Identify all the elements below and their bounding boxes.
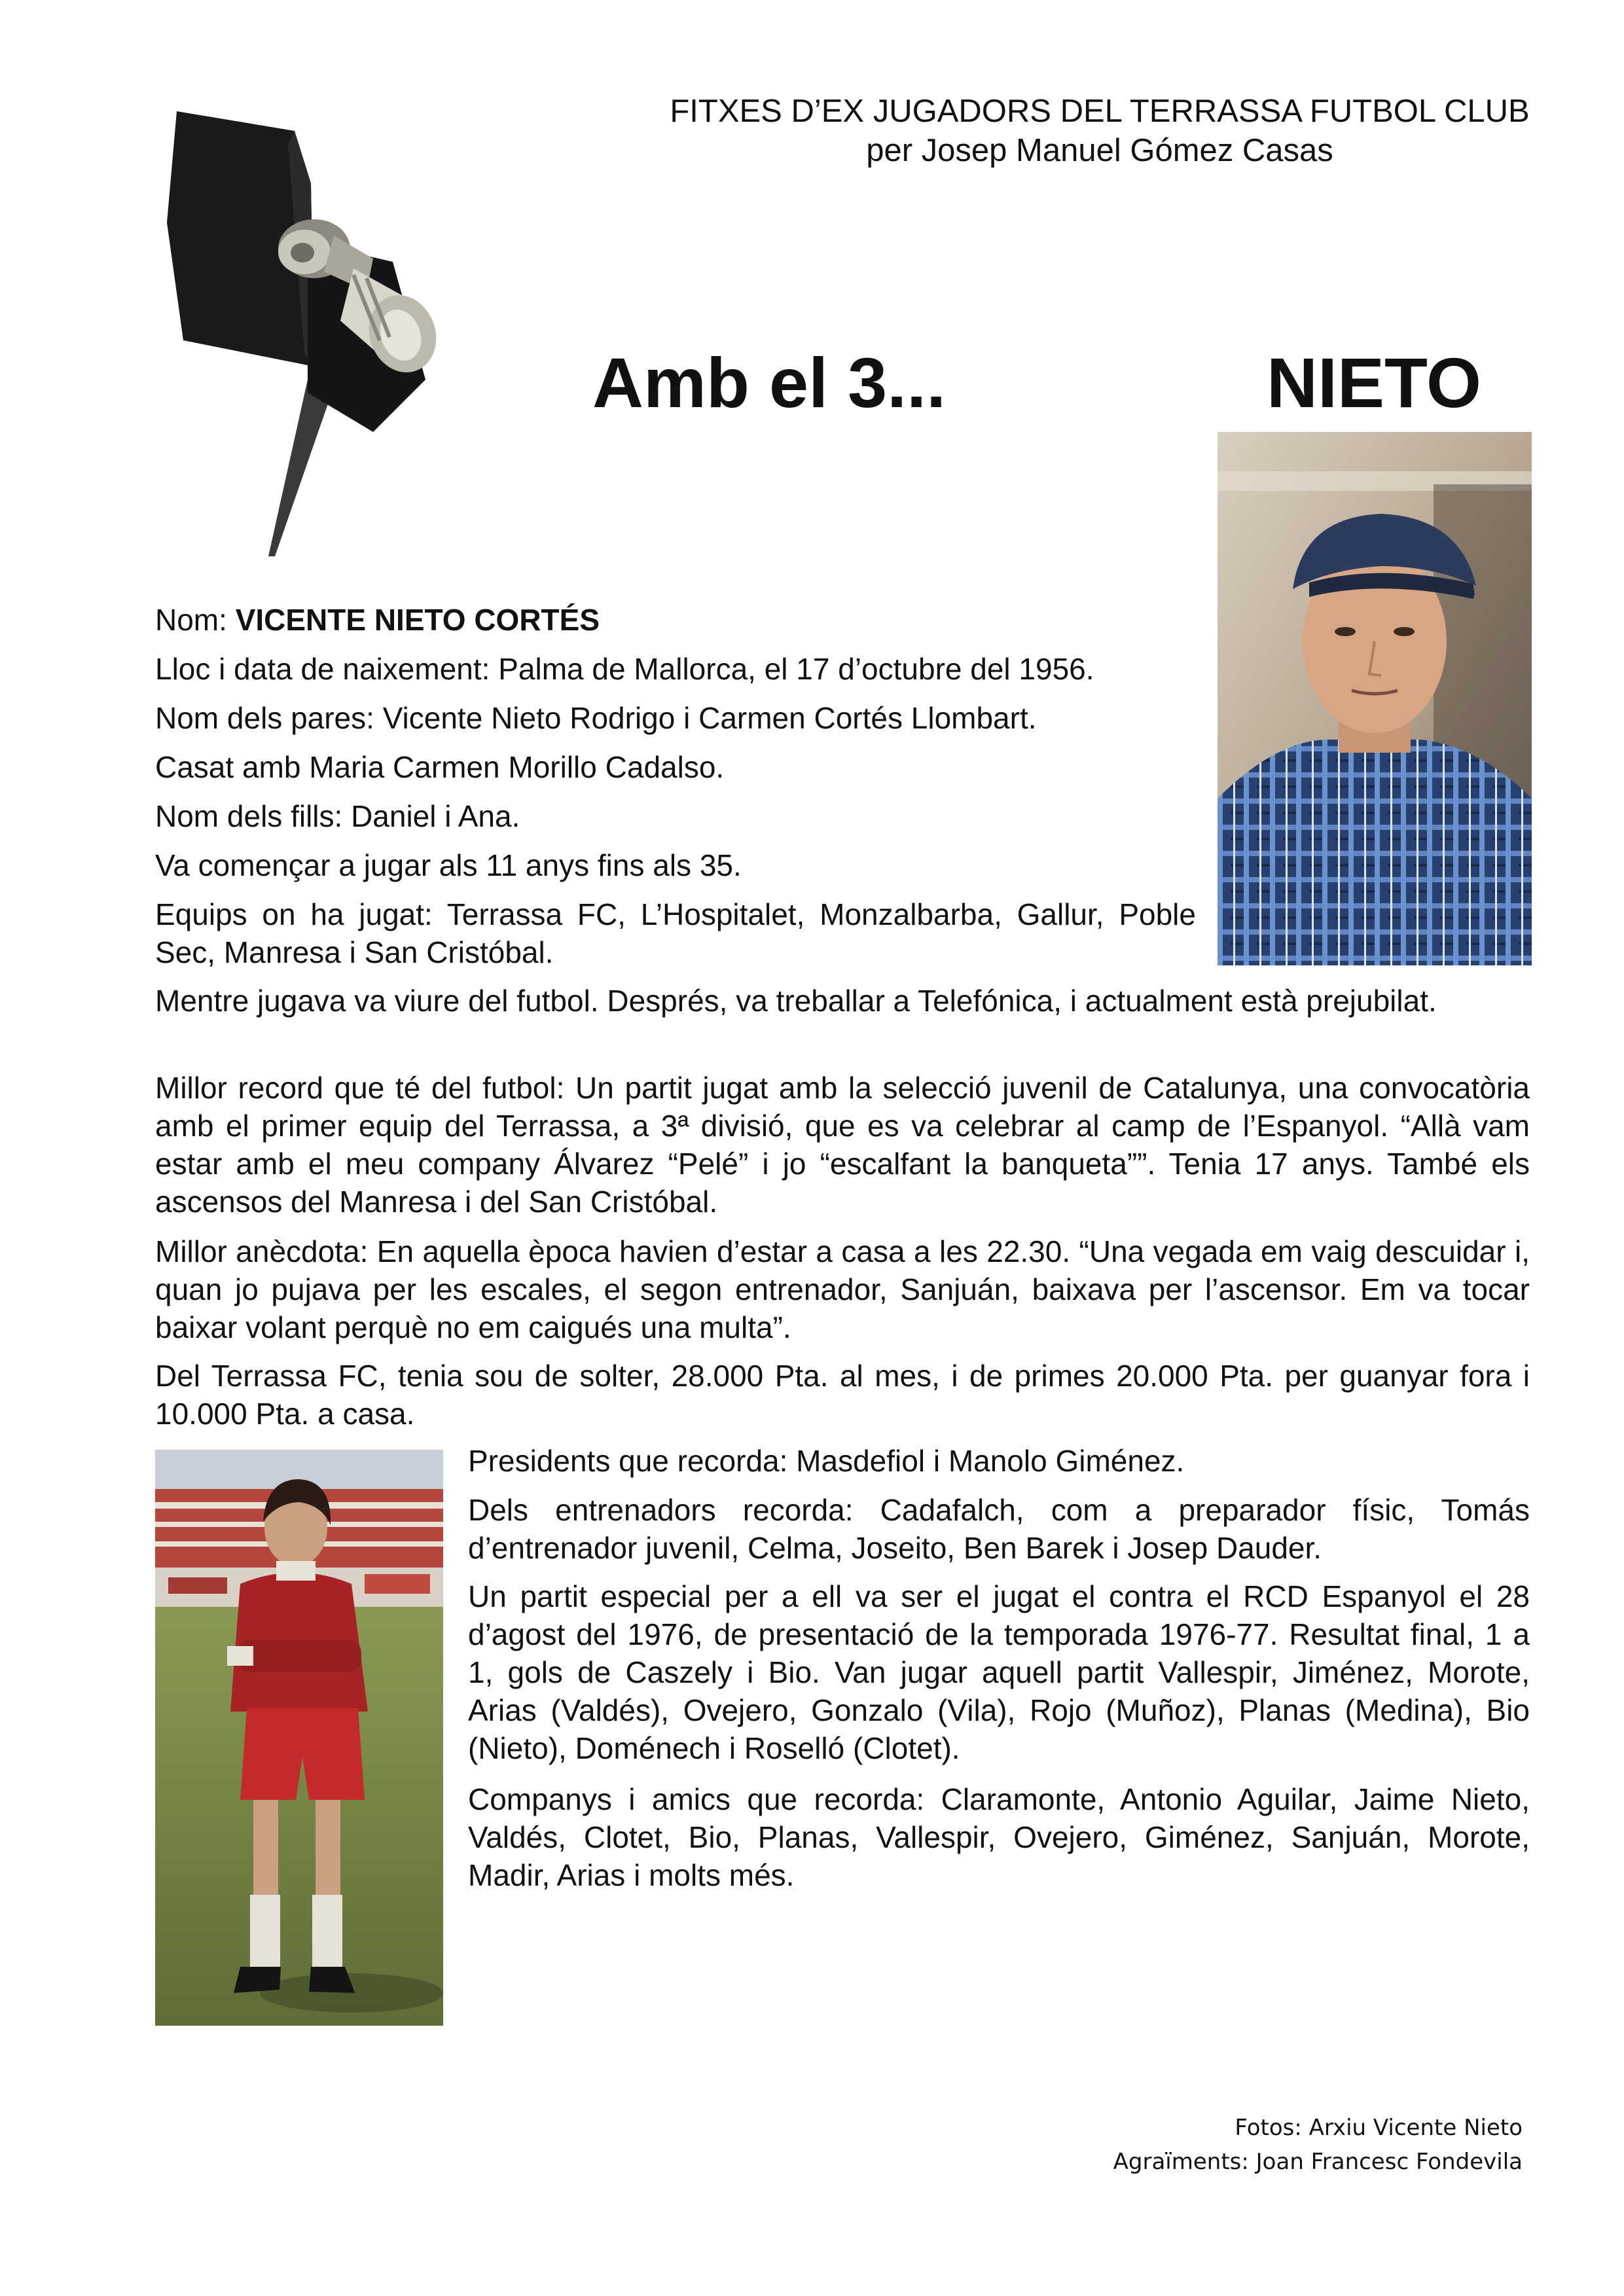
bio-coaches: Dels entrenadors recorda: Cadafalch, com a preparador físic, Tomás d’entrenador juvenil, Celma, Joseito, Ben Barek i Josep Dauder. — [468, 1493, 1530, 1565]
bio-work: Mentre jugava va viure del futbol. Després, va treballar a Telefónica, i actualment està prejubilat. — [155, 984, 1437, 1018]
page-title-number: Amb el 3... — [592, 343, 947, 422]
bio-name-label: Nom: — [155, 603, 236, 637]
header-author: per Josep Manuel Gómez Casas — [866, 133, 1333, 168]
acknowledgements: Agraïments: Joan Francesc Fondevila — [1113, 2149, 1523, 2175]
bio-spouse: Casat amb Maria Carmen Morillo Cadalso. — [155, 750, 725, 784]
bio-birth: Lloc i data de naixement: Palma de Mallorca, el 17 d’octubre del 1956. — [155, 652, 1094, 686]
bio-children: Nom dels fills: Daniel i Ana. — [155, 799, 520, 833]
bio-parents: Nom dels pares: Vicente Nieto Rodrigo i Carmen Cortés Llombart. — [155, 701, 1037, 735]
bio-presidents: Presidents que recorda: Masdefiol i Manolo Giménez. — [468, 1444, 1185, 1478]
header — [563, 92, 1624, 170]
bio-name-value: VICENTE NIETO CORTÉS — [235, 603, 600, 637]
bio-teammates: Companys i amics que recorda: Claramonte, Antonio Aguilar, Jaime Nieto, Valdés, Clotet, Bio, Planas, Vallespir, Ovejero, Giménez, Sanjuán, Morote, Madir, Arias i molts més. — [468, 1782, 1530, 1892]
photo-credit: Fotos: Arxiu Vicente Nieto — [1235, 2115, 1523, 2141]
bio-career-years: Va començar a jugar als 11 anys fins als 35. — [155, 848, 742, 882]
bio-anecdote: Millor anècdota: En aquella època havien d’estar a casa a les 22.30. “Una vegada em vaig descuidar i, quan jo pujava per les escales, el segon entrenador, Sanjuán, baixava per l’ascensor. Em va tocar baixar volant perquè no em caigués una multa”. — [155, 1234, 1530, 1344]
header-series-title: FITXES D’EX JUGADORS DEL TERRASSA FUTBOL CLUB — [670, 94, 1530, 129]
bio-salary: Del Terrassa FC, tenia sou de solter, 28.000 Pta. al mes, i de primes 20.000 Pta. per guanyar fora i 10.000 Pta. a casa. — [155, 1359, 1530, 1431]
bio-name — [155, 601, 1202, 639]
portrait-photo — [1218, 432, 1532, 965]
loudspeaker-illustration — [157, 105, 576, 563]
bio-best-memory: Millor record que té del futbol: Un partit jugat amb la selecció juvenil de Catalunya, una convocatòria amb el primer equip del Terrassa, a 3ª divisió, que es va celebrar al camp de l’Espanyol. “Allà vam estar amb el meu company Álvarez “Pelé” i jo “escalfant la banqueta””. Tenia 17 anys. També els ascensos del Manresa i del San Cristóbal. — [155, 1071, 1530, 1219]
bio-teams: Equips on ha jugat: Terrassa FC, L’Hospitalet, Monzalbarba, Gallur, Poble Sec, Manresa i San Cristóbal. — [155, 897, 1196, 969]
bio-special-match: Un partit especial per a ell va ser el jugat el contra el RCD Espanyol el 28 d’agost del 1976, de presentació de la temporada 1976-77. Resultat final, 1 a 1, gols de Caszely i Bio. Van jugar aquell partit Vallespir, Jiménez, Morote, Arias (Valdés), Ovejero, Gonzalo (Vila), Rojo (Muñoz), Planas (Medina), Bio (Nieto), Doménech i Roselló (Clotet). — [468, 1579, 1530, 1765]
page-title-name: NIETO — [1267, 343, 1482, 422]
player-photo — [155, 1450, 443, 2026]
